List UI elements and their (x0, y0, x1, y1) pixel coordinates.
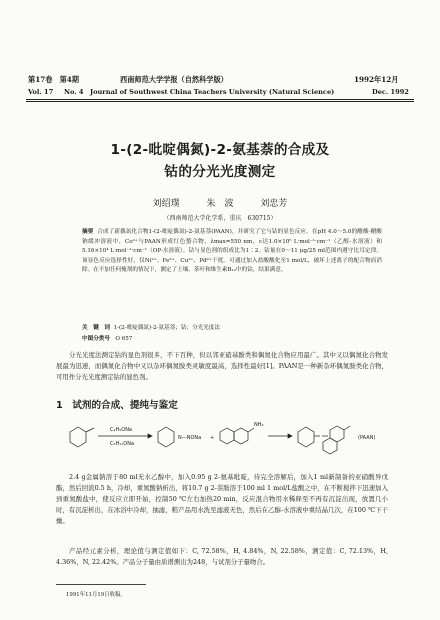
keywords (82, 324, 382, 334)
section-heading: 1 试剂的合成、提纯与鉴定 (56, 400, 178, 411)
abstract (82, 228, 382, 276)
analysis-paragraph: 产品经元素分析，理论值与测定值如下：C, 72.58%，H, 4.84%，N, 22.58%，测定值：C, 72.13%，H, 4.36%，N, 22.42%。产品分子量由质谱测出为248，与试剂分子量吻合。 (56, 547, 388, 566)
header-rule (26, 99, 414, 100)
affiliation: （西南师范大学化学系，重庆 630715） (163, 215, 277, 222)
paan-label: (PAAN) (358, 435, 376, 441)
reaction-arrow-2 (268, 434, 292, 438)
intro-paragraph: 分光光度法测定钴的显色剂很多，不下百种，但以邻亚硝基酚类和偶氮化合物应用最广。其中又以偶氮化合物发展最为迅速，而偶氮化合物中又以杂环偶氮胺类灵敏度最高，选择性最好[1]。PAAN是一种新杂环偶氮胺类化合物，可用作分光光度测定钴的显色剂。 (56, 351, 388, 381)
amine-group-text: NH₂ (254, 422, 264, 428)
header-number-en: No. 4 (64, 88, 84, 96)
header-journal-en: Journal of Southwest China Teachers University (Natural Science) (90, 88, 335, 96)
author-name: 刘忠芳 (260, 199, 288, 209)
reaction-arrow-1 (98, 434, 152, 438)
classification (82, 335, 382, 345)
pyridine-ring-structure (158, 427, 174, 447)
paan-product-structure (298, 426, 350, 454)
aminopyridine-structure (70, 427, 94, 447)
author-name: 刘绍璞 (152, 199, 180, 209)
author-name: 朱 波 (206, 199, 234, 209)
diazotate-text: N—NONa (178, 435, 202, 441)
header-journal-cn: 西南师范大学学报（自然科学版） (120, 75, 228, 84)
naphthylamine-structure (220, 428, 254, 444)
reagent-top: C₂H₅ONa (110, 427, 132, 433)
class-label: 中图分类号 (82, 336, 110, 342)
synthesis-paragraph: 2.4 g金属钠溶于80 ml无水乙醇中，加入0.95 g 2-氨基吡啶，待完全溶解后，加入1 ml新制备的亚硝酸异戊酯，然后回流0.5 h，冷却，重氮酸钠析出，将10.7 g 2-萘胺溶于100 ml 1 mol/L盐酸之中，在不断搅拌下迅速加入到重氮酸盐中，使反应立即开始，控制50 ℃左右加热20 min，反应混合物用水稀释至不再有沉淀出现，放置几小时，有沉淀析出，在冰浴中冷却，抽滤，粗产品用水洗至滤液无色，然后在乙醇-水溶液中重结晶几次，在100 ℃下干燥。 (56, 473, 388, 525)
class-number: O 657 (115, 336, 133, 342)
paper-title-line1: 1-(2-吡啶偶氮)-2-氨基萘的合成及 (110, 142, 330, 158)
header-volume-cn: 第17卷 第4期 (28, 75, 79, 84)
keywords-label: 关 键 词 (82, 325, 110, 331)
abstract-text: 合成了新偶氮化合物1-(2-吡啶偶氮)-2-氨基萘(PAAN)，并研究了它与钴的显色反应。在pH 4.0～5.0的醋酸-醋酸钠缓冲溶液中，Co²⁺与PAAN形成红色螯合物，λmax=550 nm，ε达1.0×10⁵ L·mol⁻¹·cm⁻¹（乙醇-水溶液）和5.16×10⁴ L·mol⁻¹·cm⁻¹（OP-水溶液）。钴与显色剂的组成比为1∶2。钴量在0～11 μg/25 ml范围内遵守比耳定律。该显色反应选择性好，仅Ni²⁺、Fe³⁺、Cu²⁺、Pd²⁺干扰。可通过加入盐酸酸化至1 mol/L，破坏上述离子的配合物而消除。在不加任何掩剂的情况下，测定了土壤、茶叶和维生素B₁₂中的钴，结果满意。 (82, 229, 382, 273)
plus-sign: + (210, 435, 215, 441)
header-volume-en: Vol. 17 (28, 88, 54, 96)
abstract-label: 摘要 (82, 229, 94, 235)
footnote: 1991年11月19日收稿。 (66, 592, 126, 598)
reagent-bottom: C₅H₁₁ONa (110, 441, 135, 447)
footnote-rule (56, 584, 146, 585)
synthesis-scheme (60, 414, 390, 464)
header-rule-thin (26, 101, 414, 102)
keywords-text: 1-(2-吡啶偶氮)-2-氨基萘；钴；分光光度法 (113, 325, 221, 331)
header-date-cn: 1992年12月 (354, 75, 399, 84)
header-date-en: Dec. 1992 (372, 88, 409, 96)
author-list (0, 196, 440, 209)
paper-title-line2: 钴的分光光度测定 (164, 164, 276, 180)
